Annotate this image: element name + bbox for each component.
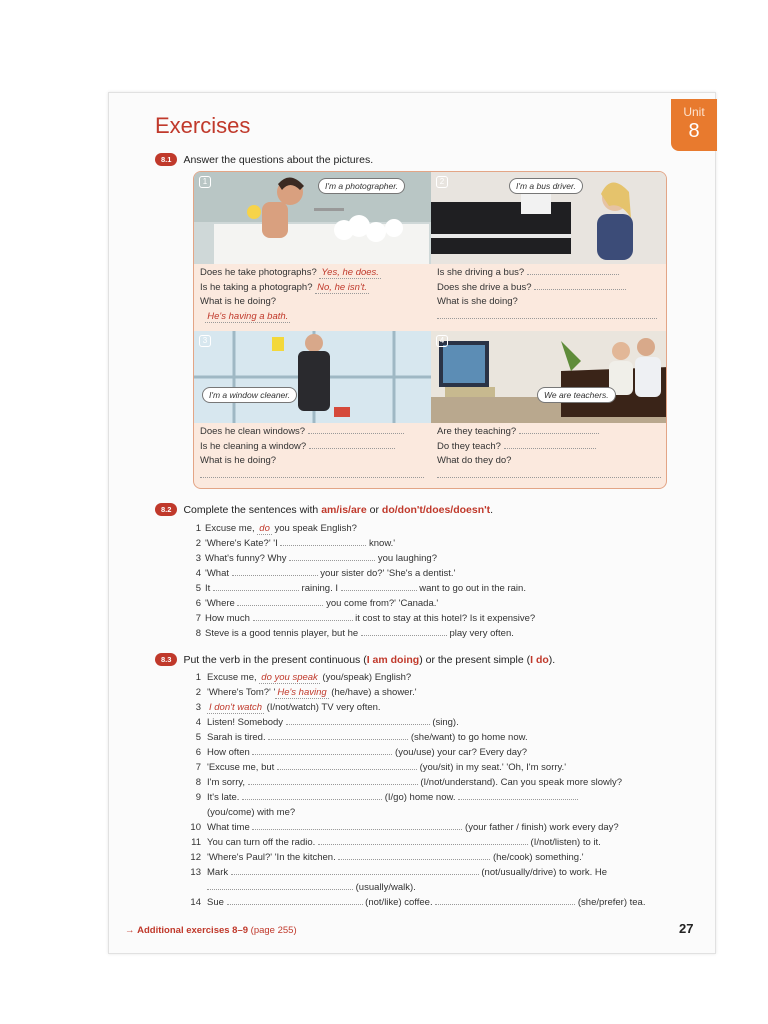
- answer-field[interactable]: He's having: [277, 687, 327, 698]
- list-item: 5 Sarah is tired. (she/want) to go home now.: [195, 732, 528, 743]
- question: Does she drive a bus?: [437, 281, 532, 293]
- page-number: 27: [679, 921, 694, 936]
- list-item: 7 How much it cost to stay at this hotel? Is it expensive?: [195, 613, 536, 624]
- exercise-8-2-list: [193, 521, 535, 641]
- list-item: 6 'Where you come from?' 'Canada.': [195, 598, 439, 609]
- panel-number: 1: [199, 176, 211, 188]
- exercise-8-1-header: [155, 153, 373, 166]
- answer-field[interactable]: [252, 821, 462, 830]
- answer-field[interactable]: [519, 425, 599, 434]
- exercise-badge: 8.2: [155, 503, 177, 516]
- teachers-illustration: [431, 331, 667, 423]
- panel-2: [431, 172, 667, 331]
- panel-questions: [200, 266, 381, 324]
- answer-field[interactable]: [237, 597, 323, 606]
- speech-bubble: We are teachers.: [537, 387, 616, 403]
- exercise-badge: 8.1: [155, 153, 177, 166]
- list-item: 6 How often (you/use) your car? Every day?: [195, 747, 528, 758]
- answer-field[interactable]: [338, 851, 490, 860]
- answer-field[interactable]: [227, 896, 363, 905]
- question: What is he doing?: [200, 455, 277, 466]
- panel-number: 2: [436, 176, 448, 188]
- exercise-8-3-list: [190, 670, 646, 910]
- unit-number: 8: [688, 120, 700, 142]
- answer-field[interactable]: [308, 425, 404, 434]
- list-item: 14 Sue (not/like) coffee. (she/prefer) tea.: [190, 897, 646, 908]
- answer-field[interactable]: [268, 731, 408, 740]
- question: Do they teach?: [437, 440, 501, 452]
- list-item: 1 Excuse me, do you speak (you/speak) English?: [195, 672, 412, 683]
- answer-field[interactable]: [253, 612, 353, 621]
- list-item: 13 Mark (not/usually/drive) to work. He: [190, 867, 608, 878]
- page-title: Exercises: [155, 113, 251, 138]
- exercise-8-2-header: [155, 503, 493, 516]
- answer-field[interactable]: He's having a bath.: [207, 310, 289, 322]
- answer-field[interactable]: [534, 281, 626, 290]
- answer-field[interactable]: do you speak: [261, 672, 318, 683]
- list-item: 11 You can turn off the radio. (I/not/listen) to it.: [191, 837, 601, 848]
- window-cleaner-illustration: [194, 331, 431, 423]
- answer-field[interactable]: No, he isn't.: [317, 281, 368, 293]
- answer-field[interactable]: [318, 836, 528, 845]
- answer-field[interactable]: [361, 627, 447, 636]
- question: Does he take photographs?: [200, 267, 317, 278]
- list-item: (usually/walk).: [193, 880, 645, 895]
- answer-field[interactable]: [242, 791, 382, 800]
- list-item: 4 Listen! Somebody (sing).: [195, 717, 459, 728]
- answer-field[interactable]: [207, 881, 353, 890]
- list-item: 3 I don't watch (I/not/watch) TV very often.: [195, 702, 381, 713]
- answer-field[interactable]: [277, 761, 417, 770]
- answer-field[interactable]: [213, 582, 299, 591]
- speech-bubble: I'm a bus driver.: [509, 178, 583, 194]
- speech-bubble: I'm a photographer.: [318, 178, 405, 194]
- list-item: 12 'Where's Paul?' 'In the kitchen. (he/cook) something.': [190, 852, 584, 863]
- answer-field[interactable]: [252, 746, 392, 755]
- answer-field[interactable]: [341, 582, 417, 591]
- question: Is she driving a bus?: [437, 267, 525, 278]
- answer-field[interactable]: [231, 866, 479, 875]
- list-item: 7 'Excuse me, but (you/sit) in my seat.' 'Oh, I'm sorry.': [195, 762, 567, 773]
- question: Does he clean windows?: [200, 426, 306, 437]
- list-item: 10 What time (your father / finish) work every day?: [190, 822, 619, 833]
- panel-4: [431, 331, 667, 489]
- question: Is he taking a photograph?: [200, 281, 313, 293]
- panel-questions: [437, 425, 661, 483]
- answer-field[interactable]: [280, 537, 366, 546]
- answer-field[interactable]: [458, 791, 578, 800]
- unit-tab: [671, 99, 717, 151]
- exercise-8-3-header: [155, 653, 555, 666]
- panel-number: 4: [436, 335, 448, 347]
- question: What is she doing?: [437, 296, 518, 307]
- answer-field[interactable]: [527, 266, 619, 275]
- answer-field[interactable]: [200, 469, 424, 478]
- question: What is he doing?: [200, 296, 277, 307]
- answer-field[interactable]: [504, 440, 596, 449]
- answer-field[interactable]: I don't watch: [209, 702, 263, 713]
- question: Is he cleaning a window?: [200, 440, 307, 452]
- exercise-instruction: Answer the questions about the pictures.: [183, 154, 374, 166]
- answer-field[interactable]: [286, 716, 430, 725]
- answer-field[interactable]: [437, 469, 661, 478]
- answer-field[interactable]: do: [259, 523, 270, 534]
- list-item: 9 It's late. (I/go) home now.: [193, 790, 645, 805]
- list-item: 8 I'm sorry, (I/not/understand). Can you speak more slowly?: [195, 777, 623, 788]
- exercise-badge: 8.3: [155, 653, 177, 666]
- answer-field[interactable]: [435, 896, 575, 905]
- answer-field[interactable]: [437, 310, 657, 319]
- textbook-page: [108, 92, 716, 954]
- exercise-instruction: Complete the sentences with am/is/are or do/don't/does/doesn't.: [183, 504, 494, 516]
- picture-grid: [193, 171, 667, 489]
- list-item: 4 'What your sister do?' 'She's a dentist.': [195, 568, 456, 579]
- list-item: 8 Steve is a good tennis player, but he play very often.: [195, 628, 514, 639]
- exercise-instruction: Put the verb in the present continuous (I am doing) or the present simple (I do).: [183, 654, 556, 666]
- arrow-right-icon: →: [125, 925, 135, 936]
- panel-questions: [200, 425, 424, 483]
- question: What do they do?: [437, 455, 512, 466]
- list-item: (you/come) with me?: [207, 807, 296, 818]
- answer-field[interactable]: [232, 567, 318, 576]
- list-item: 5 It raining. I want to go out in the rain.: [195, 583, 526, 594]
- additional-exercises-link[interactable]: → Additional exercises 8–9 (page 255): [125, 925, 297, 936]
- answer-field[interactable]: Yes, he does.: [321, 267, 379, 278]
- unit-label: Unit: [683, 105, 705, 119]
- panel-3: [194, 331, 431, 489]
- panel-questions: [437, 266, 657, 324]
- panel-number: 3: [199, 335, 211, 347]
- list-item: 1 Excuse me, do you speak English?: [195, 523, 357, 534]
- list-item: 2 'Where's Kate?' 'I know.': [195, 538, 396, 549]
- answer-field[interactable]: [309, 440, 395, 449]
- question: Are they teaching?: [437, 426, 517, 437]
- speech-bubble: I'm a window cleaner.: [202, 387, 297, 403]
- answer-field[interactable]: [289, 552, 375, 561]
- list-item: 2 'Where's Tom?' ' He's having (he/have) a shower.': [195, 687, 417, 698]
- list-item: 3 What's funny? Why you laughing?: [195, 553, 437, 564]
- panel-1: [194, 172, 431, 331]
- answer-field[interactable]: [248, 776, 418, 785]
